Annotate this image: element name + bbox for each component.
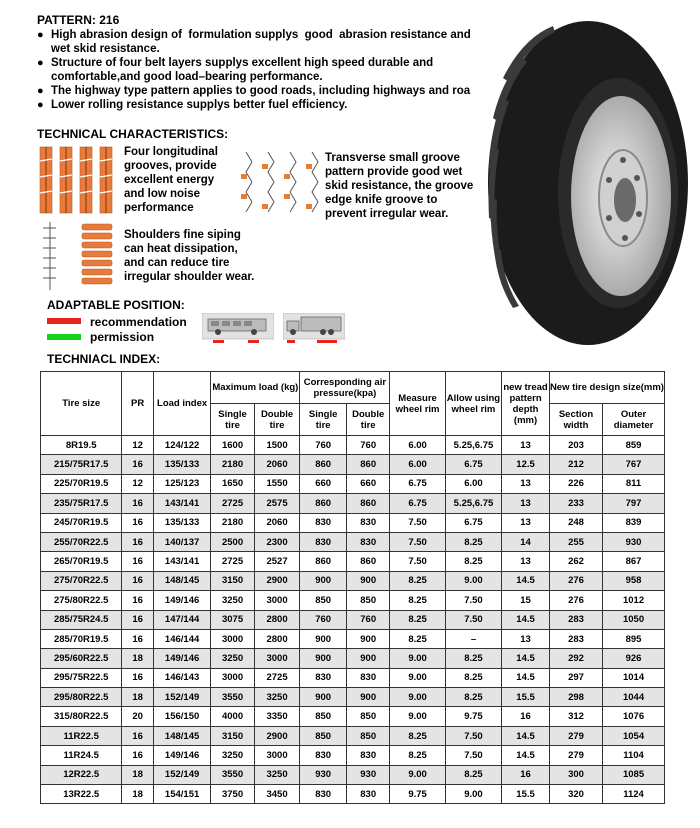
table-row	[41, 726, 665, 745]
cell-load-index: 152/149	[153, 765, 211, 784]
cell-measure-rim: 7.50	[390, 552, 445, 571]
bullet-belt-structure: ● Structure of four belt layers supplys excellent high speed durable and comfortable,and good load–bearing performance.	[37, 56, 482, 84]
cell-load-index: 149/146	[153, 746, 211, 765]
cell-tread-depth: 13	[502, 494, 550, 513]
cell-outer-diameter: 859	[603, 436, 665, 455]
cell-tire-size: 235/75R17.5	[41, 494, 122, 513]
cell-load-index: 135/133	[153, 455, 211, 474]
cell-allow-rim: 6.00	[445, 474, 501, 493]
cell-section-width: 312	[549, 707, 602, 726]
cell-section-width: 212	[549, 455, 602, 474]
table-row	[41, 668, 665, 687]
header-pressure-single: Single tire	[300, 404, 347, 436]
cell-pressure-single: 830	[300, 532, 347, 551]
cell-load-single: 1600	[211, 436, 254, 455]
cell-pressure-double: 860	[347, 455, 390, 474]
cell-allow-rim: 5.25,6.75	[445, 494, 501, 513]
cell-load-double: 2900	[254, 726, 300, 745]
table-row	[41, 571, 665, 590]
cell-tire-size: 225/70R19.5	[41, 474, 122, 493]
cell-load-single: 3250	[211, 591, 254, 610]
table-body	[41, 436, 665, 804]
technical-characteristics-title: TECHNICAL CHARACTERISTICS:	[37, 127, 229, 141]
cell-pr: 16	[122, 552, 153, 571]
header-load-single: Single tire	[211, 404, 254, 436]
cell-load-single: 3150	[211, 571, 254, 590]
permission-swatch	[47, 334, 81, 340]
cell-section-width: 300	[549, 765, 602, 784]
cell-allow-rim: 7.50	[445, 726, 501, 745]
cell-pr: 18	[122, 785, 153, 804]
cell-measure-rim: 6.75	[390, 494, 445, 513]
cell-tread-depth: 13	[502, 513, 550, 532]
header-measure-rim: Measure wheel rim	[390, 372, 445, 436]
cell-pressure-double: 900	[347, 629, 390, 648]
bullet-abrasion: ● High abrasion design of formulation supplys good abrasion resistance and wet skid resistance.	[37, 28, 482, 56]
bullet-rolling-resistance: ● Lower rolling resistance supplys better fuel efficiency.	[37, 98, 482, 112]
cell-load-double: 2800	[254, 610, 300, 629]
cell-pr: 20	[122, 707, 153, 726]
cell-pressure-single: 830	[300, 785, 347, 804]
cell-load-double: 3250	[254, 765, 300, 784]
cell-section-width: 255	[549, 532, 602, 551]
cell-pressure-single: 900	[300, 571, 347, 590]
cell-outer-diameter: 1012	[603, 591, 665, 610]
table-row	[41, 649, 665, 668]
cell-measure-rim: 8.25	[390, 591, 445, 610]
cell-load-index: 149/146	[153, 591, 211, 610]
cell-section-width: 297	[549, 668, 602, 687]
header-air-pressure: Corresponding air pressure(kpa)	[300, 372, 390, 404]
cell-allow-rim: 6.75	[445, 513, 501, 532]
cell-load-double: 1550	[254, 474, 300, 493]
cell-outer-diameter: 958	[603, 571, 665, 590]
cell-load-single: 3250	[211, 649, 254, 668]
cell-load-single: 3750	[211, 785, 254, 804]
cell-pr: 16	[122, 629, 153, 648]
table-row	[41, 532, 665, 551]
cell-load-single: 2500	[211, 532, 254, 551]
cell-tread-depth: 12.5	[502, 455, 550, 474]
cell-outer-diameter: 767	[603, 455, 665, 474]
technical-index-title: TECHNIACL INDEX:	[47, 352, 161, 366]
cell-tread-depth: 14.5	[502, 668, 550, 687]
cell-tread-depth: 13	[502, 629, 550, 648]
cell-measure-rim: 7.50	[390, 532, 445, 551]
cell-load-single: 4000	[211, 707, 254, 726]
bullet-highway: ● The highway type pattern applies to good roads, including highways and roa	[37, 84, 482, 98]
cell-pressure-single: 760	[300, 610, 347, 629]
cell-tire-size: 285/75R24.5	[41, 610, 122, 629]
table-row	[41, 688, 665, 707]
cell-load-double: 2060	[254, 513, 300, 532]
cell-allow-rim: 6.75	[445, 455, 501, 474]
feature-shoulder-siping: Shoulders fine siping can heat dissipation, and can reduce tire irregular shoulder wear.	[124, 229, 255, 283]
header-tread-depth: new tread pattern depth (mm)	[502, 372, 550, 436]
cell-tread-depth: 14.5	[502, 726, 550, 745]
header-section-width: Section width	[549, 404, 602, 436]
cell-load-index: 152/149	[153, 688, 211, 707]
table-row	[41, 436, 665, 455]
cell-measure-rim: 6.75	[390, 474, 445, 493]
cell-measure-rim: 8.25	[390, 610, 445, 629]
cell-tread-depth: 14	[502, 532, 550, 551]
cell-outer-diameter: 930	[603, 532, 665, 551]
cell-measure-rim: 9.75	[390, 785, 445, 804]
cell-tread-depth: 13	[502, 474, 550, 493]
cell-tire-size: 275/70R22.5	[41, 571, 122, 590]
cell-pr: 18	[122, 649, 153, 668]
cell-load-index: 154/151	[153, 785, 211, 804]
header-max-load: Maximum load (kg)	[211, 372, 300, 404]
cell-outer-diameter: 1076	[603, 707, 665, 726]
cell-measure-rim: 6.00	[390, 436, 445, 455]
cell-pr: 18	[122, 765, 153, 784]
cell-pressure-double: 860	[347, 494, 390, 513]
cell-outer-diameter: 1014	[603, 668, 665, 687]
longitudinal-grooves-illustration	[38, 143, 118, 218]
cell-pressure-double: 830	[347, 746, 390, 765]
cell-load-double: 3350	[254, 707, 300, 726]
cell-allow-rim: 5.25,6.75	[445, 436, 501, 455]
cell-allow-rim: 9.00	[445, 571, 501, 590]
cell-pressure-double: 900	[347, 571, 390, 590]
cell-load-index: 156/150	[153, 707, 211, 726]
cell-load-index: 149/146	[153, 649, 211, 668]
cell-load-single: 2180	[211, 513, 254, 532]
cell-load-single: 3550	[211, 688, 254, 707]
cell-measure-rim: 9.00	[390, 649, 445, 668]
cell-tire-size: 8R19.5	[41, 436, 122, 455]
cell-tire-size: 11R24.5	[41, 746, 122, 765]
cell-pressure-double: 930	[347, 765, 390, 784]
cell-load-index: 146/143	[153, 668, 211, 687]
cell-load-index: 125/123	[153, 474, 211, 493]
cell-measure-rim: 8.25	[390, 629, 445, 648]
cell-load-index: 143/141	[153, 552, 211, 571]
cell-load-double: 2800	[254, 629, 300, 648]
pattern-title: PATTERN: 216	[37, 13, 120, 27]
cell-pressure-single: 900	[300, 629, 347, 648]
table-row	[41, 513, 665, 532]
cell-allow-rim: 8.25	[445, 765, 501, 784]
cell-allow-rim: 7.50	[445, 610, 501, 629]
cell-pressure-double: 760	[347, 610, 390, 629]
cell-allow-rim: 8.25	[445, 668, 501, 687]
cell-allow-rim: 9.75	[445, 707, 501, 726]
cell-tread-depth: 14.5	[502, 571, 550, 590]
cell-pressure-single: 830	[300, 668, 347, 687]
cell-load-index: 140/137	[153, 532, 211, 551]
technical-index-table	[40, 371, 665, 804]
cell-pressure-single: 760	[300, 436, 347, 455]
truck-position-icon	[283, 313, 345, 345]
cell-pressure-double: 900	[347, 649, 390, 668]
cell-pressure-double: 900	[347, 688, 390, 707]
cell-tread-depth: 16	[502, 765, 550, 784]
cell-pressure-single: 660	[300, 474, 347, 493]
cell-section-width: 279	[549, 746, 602, 765]
cell-tire-size: 295/80R22.5	[41, 688, 122, 707]
cell-load-index: 146/144	[153, 629, 211, 648]
table-row	[41, 746, 665, 765]
cell-measure-rim: 7.50	[390, 513, 445, 532]
cell-pressure-single: 830	[300, 746, 347, 765]
cell-pr: 16	[122, 610, 153, 629]
cell-tire-size: 295/60R22.5	[41, 649, 122, 668]
cell-pressure-single: 850	[300, 591, 347, 610]
cell-pressure-double: 860	[347, 552, 390, 571]
cell-load-double: 1500	[254, 436, 300, 455]
cell-load-double: 3250	[254, 688, 300, 707]
cell-outer-diameter: 1104	[603, 746, 665, 765]
cell-load-single: 3075	[211, 610, 254, 629]
cell-load-double: 2060	[254, 455, 300, 474]
cell-section-width: 233	[549, 494, 602, 513]
cell-tire-size: 285/70R19.5	[41, 629, 122, 648]
legend-recommendation: recommendation	[90, 315, 187, 329]
header-allow-rim: Allow using wheel rim	[445, 372, 501, 436]
cell-pressure-double: 850	[347, 726, 390, 745]
cell-section-width: 279	[549, 726, 602, 745]
table-row	[41, 552, 665, 571]
cell-load-single: 2180	[211, 455, 254, 474]
cell-pressure-single: 850	[300, 707, 347, 726]
cell-load-double: 3000	[254, 591, 300, 610]
cell-section-width: 262	[549, 552, 602, 571]
cell-outer-diameter: 895	[603, 629, 665, 648]
cell-load-single: 3550	[211, 765, 254, 784]
cell-outer-diameter: 797	[603, 494, 665, 513]
cell-tire-size: 215/75R17.5	[41, 455, 122, 474]
cell-pr: 16	[122, 591, 153, 610]
cell-pressure-single: 830	[300, 513, 347, 532]
cell-allow-rim: 8.25	[445, 532, 501, 551]
cell-tread-depth: 14.5	[502, 746, 550, 765]
cell-pressure-single: 860	[300, 552, 347, 571]
table-row	[41, 474, 665, 493]
cell-pressure-double: 760	[347, 436, 390, 455]
cell-pr: 16	[122, 571, 153, 590]
cell-pr: 16	[122, 746, 153, 765]
header-pr: PR	[122, 372, 153, 436]
cell-tread-depth: 14.5	[502, 649, 550, 668]
cell-tread-depth: 13	[502, 552, 550, 571]
cell-tire-size: 275/80R22.5	[41, 591, 122, 610]
cell-load-index: 147/144	[153, 610, 211, 629]
cell-measure-rim: 8.25	[390, 726, 445, 745]
cell-tread-depth: 15.5	[502, 785, 550, 804]
cell-allow-rim: 7.50	[445, 746, 501, 765]
cell-pressure-single: 850	[300, 726, 347, 745]
cell-tire-size: 295/75R22.5	[41, 668, 122, 687]
cell-load-single: 1650	[211, 474, 254, 493]
header-new-size: New tire design size(mm)	[549, 372, 664, 404]
cell-load-single: 3000	[211, 668, 254, 687]
cell-pr: 16	[122, 455, 153, 474]
cell-pr: 12	[122, 436, 153, 455]
bus-position-icon	[202, 313, 274, 345]
cell-pressure-single: 900	[300, 649, 347, 668]
cell-allow-rim: 9.00	[445, 785, 501, 804]
cell-measure-rim: 9.00	[390, 707, 445, 726]
cell-pr: 12	[122, 474, 153, 493]
table-row	[41, 591, 665, 610]
cell-outer-diameter: 1085	[603, 765, 665, 784]
cell-pressure-single: 860	[300, 494, 347, 513]
cell-load-double: 3450	[254, 785, 300, 804]
cell-pressure-double: 850	[347, 591, 390, 610]
cell-tire-size: 12R22.5	[41, 765, 122, 784]
cell-outer-diameter: 926	[603, 649, 665, 668]
cell-tread-depth: 13	[502, 436, 550, 455]
cell-allow-rim: –	[445, 629, 501, 648]
cell-load-index: 148/145	[153, 726, 211, 745]
cell-measure-rim: 9.00	[390, 668, 445, 687]
cell-pressure-single: 900	[300, 688, 347, 707]
cell-outer-diameter: 1124	[603, 785, 665, 804]
header-load-index: Load index	[153, 372, 211, 436]
cell-section-width: 226	[549, 474, 602, 493]
table-row	[41, 629, 665, 648]
cell-measure-rim: 9.00	[390, 765, 445, 784]
cell-tire-size: 245/70R19.5	[41, 513, 122, 532]
cell-measure-rim: 6.00	[390, 455, 445, 474]
header-outer-diameter: Outer diameter	[603, 404, 665, 436]
cell-section-width: 283	[549, 629, 602, 648]
transverse-grooves-illustration	[238, 148, 320, 220]
header-tire-size: Tire size	[41, 372, 122, 436]
cell-pressure-double: 830	[347, 785, 390, 804]
cell-load-double: 2527	[254, 552, 300, 571]
cell-load-single: 3000	[211, 629, 254, 648]
table-row	[41, 610, 665, 629]
cell-outer-diameter: 867	[603, 552, 665, 571]
cell-allow-rim: 7.50	[445, 591, 501, 610]
cell-pressure-double: 830	[347, 513, 390, 532]
cell-outer-diameter: 1044	[603, 688, 665, 707]
cell-load-single: 3150	[211, 726, 254, 745]
cell-pr: 16	[122, 513, 153, 532]
cell-tread-depth: 15.5	[502, 688, 550, 707]
cell-section-width: 320	[549, 785, 602, 804]
cell-pressure-double: 830	[347, 532, 390, 551]
cell-tire-size: 255/70R22.5	[41, 532, 122, 551]
feature-transverse-grooves: Transverse small groove pattern provide good wet skid resistance, the groove edge knife groove to prevent irregular wear.	[325, 152, 474, 220]
table-row	[41, 455, 665, 474]
cell-tire-size: 315/80R22.5	[41, 707, 122, 726]
cell-pr: 16	[122, 494, 153, 513]
shoulder-siping-illustration	[38, 220, 118, 292]
feature-longitudinal-grooves: Four longitudinal grooves, provide excellent energy and low noise performance	[124, 146, 218, 214]
cell-section-width: 248	[549, 513, 602, 532]
legend-permission: permission	[90, 330, 155, 344]
cell-section-width: 292	[549, 649, 602, 668]
tire-image	[483, 18, 693, 348]
cell-tire-size: 11R22.5	[41, 726, 122, 745]
cell-load-single: 2725	[211, 552, 254, 571]
cell-pressure-double: 660	[347, 474, 390, 493]
cell-tread-depth: 16	[502, 707, 550, 726]
cell-section-width: 276	[549, 591, 602, 610]
cell-load-double: 2300	[254, 532, 300, 551]
cell-allow-rim: 8.25	[445, 688, 501, 707]
cell-load-single: 3250	[211, 746, 254, 765]
cell-section-width: 298	[549, 688, 602, 707]
cell-pr: 16	[122, 668, 153, 687]
cell-section-width: 283	[549, 610, 602, 629]
cell-measure-rim: 9.00	[390, 688, 445, 707]
recommendation-swatch	[47, 318, 81, 324]
cell-outer-diameter: 839	[603, 513, 665, 532]
cell-allow-rim: 8.25	[445, 552, 501, 571]
cell-pressure-double: 850	[347, 707, 390, 726]
cell-tire-size: 265/70R19.5	[41, 552, 122, 571]
adaptable-position-title: ADAPTABLE POSITION:	[47, 298, 185, 312]
cell-load-single: 2725	[211, 494, 254, 513]
cell-pressure-single: 930	[300, 765, 347, 784]
cell-pressure-single: 860	[300, 455, 347, 474]
cell-outer-diameter: 1050	[603, 610, 665, 629]
cell-tire-size: 13R22.5	[41, 785, 122, 804]
table-row	[41, 785, 665, 804]
cell-section-width: 276	[549, 571, 602, 590]
header-pressure-double: Double tire	[347, 404, 390, 436]
cell-load-double: 2575	[254, 494, 300, 513]
cell-pr: 18	[122, 688, 153, 707]
cell-pr: 16	[122, 726, 153, 745]
cell-load-index: 135/133	[153, 513, 211, 532]
table-row	[41, 765, 665, 784]
cell-load-index: 143/141	[153, 494, 211, 513]
cell-measure-rim: 8.25	[390, 571, 445, 590]
cell-allow-rim: 8.25	[445, 649, 501, 668]
table-row	[41, 494, 665, 513]
cell-load-double: 3000	[254, 649, 300, 668]
cell-pr: 16	[122, 532, 153, 551]
cell-load-double: 2725	[254, 668, 300, 687]
cell-tread-depth: 14.5	[502, 610, 550, 629]
cell-measure-rim: 8.25	[390, 746, 445, 765]
cell-load-double: 2900	[254, 571, 300, 590]
feature-bullet-list	[37, 28, 482, 112]
cell-pressure-double: 830	[347, 668, 390, 687]
cell-section-width: 203	[549, 436, 602, 455]
cell-outer-diameter: 811	[603, 474, 665, 493]
cell-outer-diameter: 1054	[603, 726, 665, 745]
cell-tread-depth: 15	[502, 591, 550, 610]
cell-load-double: 3000	[254, 746, 300, 765]
cell-load-index: 148/145	[153, 571, 211, 590]
header-load-double: Double tire	[254, 404, 300, 436]
table-row	[41, 707, 665, 726]
cell-load-index: 124/122	[153, 436, 211, 455]
